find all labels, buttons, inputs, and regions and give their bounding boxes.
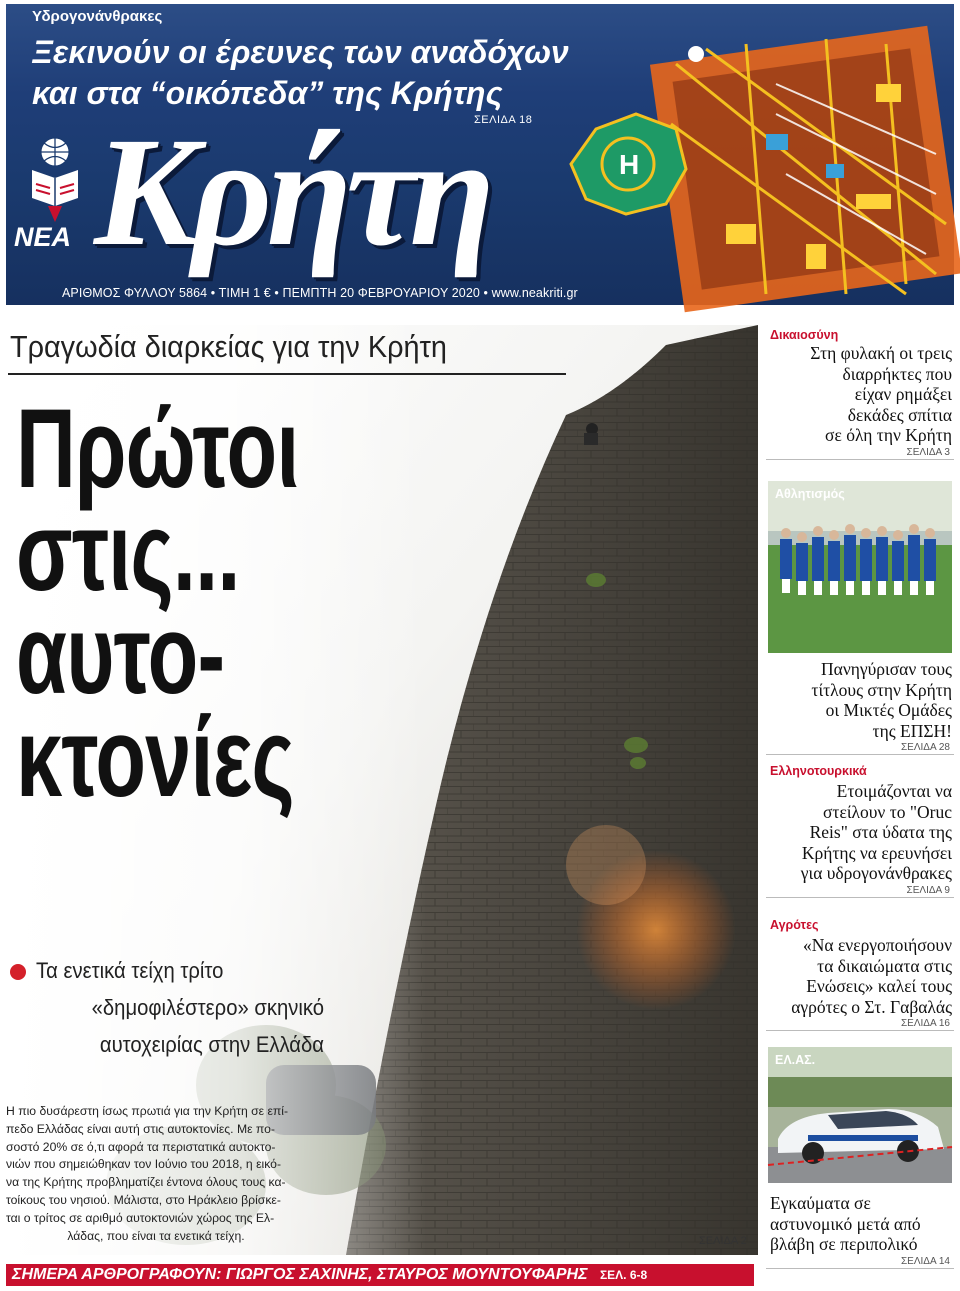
main-story[interactable] [6, 325, 758, 1255]
logo-title[interactable]: Κρήτη [94, 105, 489, 278]
subheadline-line: Τα ενετικά τείχη τρίτο [36, 958, 224, 983]
body-line: σοστό 20% σε ό,τι αφορά τα περιστατικά αυτοκτο- [6, 1139, 276, 1154]
oil-rig-image [619, 24, 956, 304]
sidebar-story-police[interactable] [766, 1047, 954, 1269]
story-line: για υδρογονάνθρακες [800, 863, 952, 883]
svg-text:H: H [619, 149, 640, 180]
masthead-headline-line2: και στα “οικόπεδα” της Κρήτης [32, 75, 503, 111]
subheadline-line: «δημοφιλέστερο» σκηνικό [91, 995, 324, 1020]
page-ref: ΣΕΛΙΔΑ 9 [766, 884, 954, 898]
sidebar-story-greek-turkish[interactable] [766, 763, 954, 898]
issue-info: ΑΡΙΘΜΟΣ ΦΥΛΛΟΥ 5864 • ΤΙΜΗ 1 € • ΠΕΜΠΤΗ 20 ΦΕΒΡΟΥΑΡΙΟΥ 2020 • www.neakriti.gr [62, 286, 578, 300]
story-line: τα δικαιώματα στις [817, 955, 952, 976]
football-team-image [768, 481, 952, 653]
story-line: τίτλους στην Κρήτη [811, 679, 952, 700]
story-line: Στη φυλακή οι τρεις [810, 343, 952, 363]
logo-nea: ΝΕΑ [14, 222, 72, 252]
masthead-headline-line1: Ξεκινούν οι έρευνες των αναδόχων [32, 34, 569, 70]
story-line: διαρρήκτες που [842, 363, 952, 384]
story-line: Κρήτης να ερευνήσει [801, 842, 952, 863]
story-line: Εγκαύματα σε [770, 1193, 871, 1213]
bullet-icon [10, 964, 26, 980]
story-line: στείλουν το "Oruc [823, 801, 952, 822]
section-label: Αγρότες [770, 918, 819, 932]
page-ref: ΣΕΛΙΔΑ 28 [766, 741, 954, 755]
body-line: πεδο Ελλάδας είναι αυτή στις αυτοκτονίες. Με πο- [6, 1121, 275, 1136]
story-line: αγρότες ο Στ. Γαβαλάς [791, 996, 952, 1017]
sidebar-story-sports[interactable] [766, 481, 954, 755]
section-label: ΕΛ.ΑΣ. [775, 1053, 816, 1067]
main-story-page-ref: ΣΕΛΙΔΑ 2 [699, 1235, 747, 1247]
section-label: Αθλητισμός [775, 487, 845, 501]
story-line: της ΕΠΣΗ! [872, 720, 952, 741]
story-line: αστυνομικό μετά από [770, 1213, 921, 1234]
body-line: να της Κρήτης προβληματίζει έντονα όλους τους κα- [6, 1175, 286, 1190]
story-line: Reis" στα ύδατα της [809, 822, 952, 842]
story-line: σε όλη την Κρήτη [825, 425, 952, 445]
newspaper-logo-icon [26, 134, 84, 224]
main-headline-line: στις... [16, 489, 240, 614]
columnists-page-ref: ΣΕΛ. 6-8 [599, 1268, 648, 1282]
page-ref: ΣΕΛΙΔΑ 3 [766, 446, 954, 460]
story-line: είχαν ρημάξει [854, 384, 952, 404]
section-label: Δικαιοσύνη [770, 328, 839, 342]
sidebar-story-justice[interactable] [766, 327, 954, 460]
main-subheadline [36, 952, 324, 1063]
section-label: Ελληνοτουρκικά [770, 764, 867, 778]
story-line: Πανηγύρισαν τους [821, 659, 952, 679]
story-text [766, 935, 954, 1017]
sports-team-photo [768, 481, 952, 653]
story-text [766, 1193, 954, 1255]
main-story-kicker: Τραγωδία διαρκείας για την Κρήτη [10, 329, 447, 364]
main-body-text [6, 1103, 306, 1245]
masthead-headline[interactable] [32, 32, 569, 114]
body-line: λάδας, που είναι τα ενετικά τείχη. [67, 1228, 245, 1243]
masthead [6, 4, 954, 305]
masthead-page-ref: ΣΕΛΙΔΑ 18 [474, 114, 533, 126]
body-line: ται ο τρίτος σε αριθμό αυτοκτονιών χώρος της Ελ- [6, 1210, 275, 1225]
body-line: τοίκους του νησιού. Μάλιστα, στο Ηράκλειο βρίσκε- [6, 1192, 281, 1207]
main-headline-line: Πρώτοι [16, 386, 299, 511]
story-line: Ενώσεις» καλεί τους [806, 976, 952, 996]
story-line: Ετοιμάζονται να [836, 781, 952, 801]
story-text [766, 781, 954, 884]
subheadline-line: αυτοχειρίας στην Ελλάδα [99, 1032, 324, 1057]
story-line: «Να ενεργοποιήσουν [803, 935, 952, 955]
story-line: οι Μικτές Ομάδες [825, 700, 952, 720]
columnists-bar[interactable] [6, 1264, 754, 1286]
story-text [766, 343, 954, 446]
main-headline-line: αυτο- [16, 592, 225, 717]
sidebar-story-farmers[interactable] [766, 917, 954, 1031]
main-headline[interactable] [16, 386, 299, 820]
columnists-text: ΣΗΜΕΡΑ ΑΡΘΡΟΓΡΑΦΟΥΝ: ΓΙΩΡΓΟΣ ΣΑΧΙΝΗΣ, ΣΤΑΥΡΟΣ ΜΟΥΝΤΟΥΦΑΡΗΣ [12, 1266, 588, 1283]
body-line: νιών που σημειώθηκαν τον Ιούνιο του 2018, η εικό- [6, 1157, 282, 1172]
page-ref: ΣΕΛΙΔΑ 16 [766, 1017, 954, 1031]
kicker-divider [8, 373, 566, 375]
story-line: δεκάδες σπίτια [847, 404, 952, 425]
page-ref: ΣΕΛΙΔΑ 14 [766, 1255, 954, 1269]
main-headline-line: κτονίες [16, 695, 294, 820]
sidebar [766, 325, 954, 1285]
body-line: Η πιο δυσάρεστη ίσως πρωτιά για την Κρήτη σε επί- [6, 1104, 289, 1118]
story-line: βλάβη σε περιπολικό [770, 1234, 918, 1254]
story-text [766, 659, 954, 741]
masthead-kicker: Υδρογονάνθρακες [32, 8, 163, 25]
police-car-photo [768, 1047, 952, 1183]
